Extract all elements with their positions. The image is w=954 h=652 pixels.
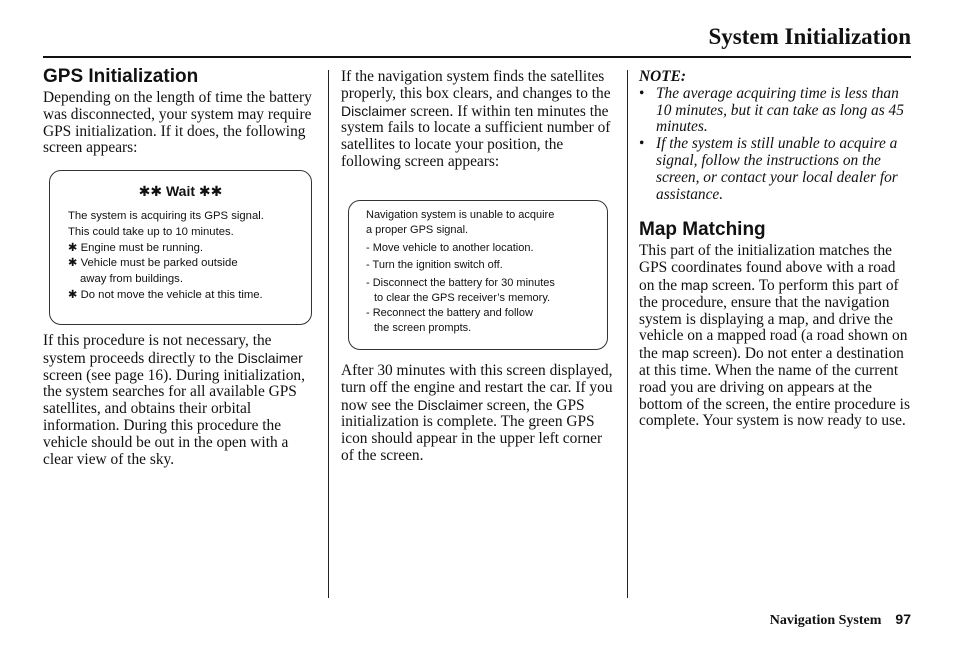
map-screen-ref: map xyxy=(661,345,689,362)
error-screen-line: - Reconnect the battery and follow xyxy=(366,306,533,319)
bullet-icon: • xyxy=(639,135,645,153)
title-rule xyxy=(43,56,911,58)
error-screen-line: - Disconnect the battery for 30 minutes xyxy=(366,277,555,290)
wait-screen-line: This could take up to 10 minutes. xyxy=(68,225,234,238)
restart-paragraph: After 30 minutes with this screen displayed, turn off the engine and restart the car. If you now see the Disclaimer screen, the GPS initialization is complete. The green GPS icon should appear in the upper left corner of the screen. xyxy=(341,362,613,464)
gps-intro-paragraph: Depending on the length of time the battery was disconnected, your system may require GPS initialization. If it does, the following screen appears: xyxy=(43,89,312,157)
note-label: NOTE: xyxy=(639,68,687,85)
wait-screen-line: ✱ Engine must be running. xyxy=(68,241,204,254)
wait-screen-line: The system is acquiring its GPS signal. xyxy=(68,210,264,222)
bullet-icon: • xyxy=(639,84,645,102)
note-item: • The average acquiring time is less than 10 minutes, but it can take as long as 45 minutes. xyxy=(639,84,904,136)
error-screen-line: a proper GPS signal. xyxy=(366,223,469,236)
wait-screen-message xyxy=(50,200,311,304)
footer-section-name: Navigation System xyxy=(769,613,882,628)
page-title: System Initialization xyxy=(708,24,911,49)
error-screen-line: - Move vehicle to another location. xyxy=(366,241,534,254)
map-matching-paragraph: This part of the initialization matches the GPS coordinates found above with a road on the map screen. To perform this part of the procedure, ensure that the navigation system is displaying a map, and drive the vehicle on a mapped road (a road shown on the map screen). Do not enter a destination at this time. When the name of the current road you are driving on appears at the bottom of the screen, the entire procedure is complete. Your system is now ready to use. xyxy=(639,242,910,430)
gps-found-paragraph: If the navigation system finds the satellites properly, this box clears, and changes to the Disclaimer screen. If within ten minutes the system fails to locate a sufficient number of satellites to locate your position, the following screen appears: xyxy=(341,68,611,170)
wait-screen-illustration xyxy=(49,170,312,325)
wait-screen-line: ✱ Vehicle must be parked outside xyxy=(68,257,238,270)
disclaimer-screen-ref: Disclaimer xyxy=(341,102,407,119)
column-gps-failure xyxy=(341,69,613,171)
column-gps-initialization xyxy=(43,66,315,157)
column-divider-left xyxy=(328,70,329,598)
error-screen-line: - Turn the ignition switch off. xyxy=(366,259,503,272)
error-screen-line: to clear the GPS receiver’s memory. xyxy=(374,291,551,304)
gps-procedure-paragraph: If this procedure is not necessary, the system proceeds directly to the Disclaimer screen (see page 16). During initialization, the system searches for all available GPS satellites, and obtains their orbital information. During this procedure the vehicle should be out in the open with a clear view of the sky. xyxy=(43,332,305,468)
section-heading-gps-initialization: GPS Initialization xyxy=(43,66,199,87)
wait-screen-title: ✱✱ Wait ✱✱ xyxy=(138,183,223,199)
error-screen-line: Navigation system is unable to acquire xyxy=(366,209,555,221)
map-screen-ref: map xyxy=(680,276,709,293)
error-screen-line: the screen prompts. xyxy=(374,321,472,334)
column-divider-right xyxy=(627,70,628,598)
gps-error-message xyxy=(349,201,607,335)
page-footer xyxy=(770,611,911,629)
wait-screen-line: away from buildings. xyxy=(80,273,183,286)
gps-error-screen-illustration xyxy=(348,200,608,350)
section-heading-map-matching: Map Matching xyxy=(639,219,766,241)
note-item: • If the system is still unable to acquire a signal, follow the instructions on the screen, or contact your local dealer for assistance. xyxy=(639,135,898,203)
disclaimer-screen-ref: Disclaimer xyxy=(417,396,483,413)
page-number: 97 xyxy=(895,611,911,627)
column-notes-map-matching xyxy=(639,69,911,430)
disclaimer-screen-ref: Disclaimer xyxy=(237,349,303,366)
wait-screen-line: ✱ Do not move the vehicle at this time. xyxy=(68,288,263,301)
